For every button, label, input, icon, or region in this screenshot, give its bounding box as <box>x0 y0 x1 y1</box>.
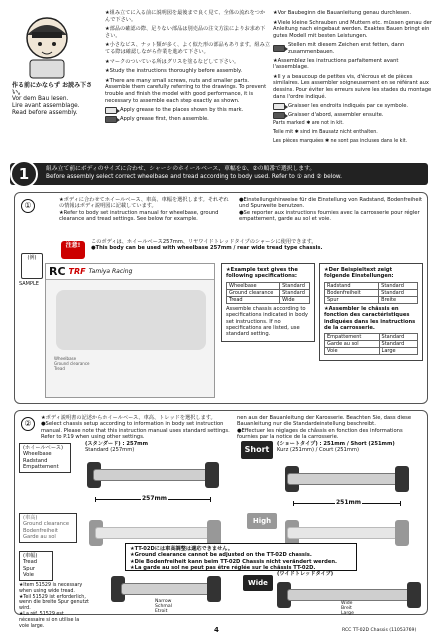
example-head-fr: ★Assembler le châssis en fonction des caractéristiques indiquées dans les instructions de la carrosserie. <box>324 305 416 332</box>
sample-body-sheet <box>45 263 215 398</box>
short-wheelbase-label <box>277 441 423 454</box>
table-row: Tread Wide <box>227 296 310 303</box>
sample-label: SAMPLE <box>19 281 39 287</box>
grease-icon <box>105 107 117 114</box>
section-1-marker: ① <box>21 199 35 213</box>
step1-en: Before assembly select correct wheelbase and tread according to body used. Refer to ① and ② below. <box>46 174 342 180</box>
fr-grease-first-row <box>273 112 433 119</box>
de-grease-row <box>273 42 433 55</box>
short-chassis-drawing <box>277 463 417 495</box>
sec1-fr: ●Se reporter aux instructions fournies avec la carrosserie pour régler empattement, garde au sol et voie. <box>239 209 420 223</box>
dimension-251: 251mm <box>336 499 362 506</box>
wheelbase-tag: (ホイールベース) Wheelbase Radstand Empattement <box>19 443 71 473</box>
intro-en-1: ★Study the instructions thoroughly before assembly. <box>105 68 243 75</box>
standard-wb-en: Standard (257mm) <box>85 447 135 454</box>
sheet-line: Tread <box>54 366 65 372</box>
intro-jp-2: ★部品の確認の際、足りない部品は別売品の注文方法によりお求め下さい。 <box>105 26 266 39</box>
mascot-caption <box>12 82 102 117</box>
table-row: Wheelbase Standard <box>227 282 310 289</box>
wheelbase-note <box>91 239 421 252</box>
section-2-marker: ② <box>21 417 35 431</box>
mascot-caption-en: Read before assembly. <box>12 110 78 116</box>
example-callout-de-fr <box>319 263 423 361</box>
mascot-caption-de: Vor dem Bau lesen. <box>12 96 69 102</box>
de-grease-icon <box>273 45 285 52</box>
mascot-illustration <box>12 10 82 80</box>
fr-grease-first-icon <box>273 112 285 119</box>
warning-fr: ★La garde au sol ne peut pas être réglée sur le châssis TT-02D. <box>130 565 316 572</box>
sample-jp: (例) <box>27 255 37 261</box>
sheet-trf: TRF <box>68 267 86 276</box>
chassis-body <box>93 469 213 481</box>
chassis-body <box>121 583 211 595</box>
model-name: RCC TT-02D Chassis (11053769) <box>342 628 417 633</box>
warning-jp: ★TT-02Dには車高調整は適応できません。 <box>130 546 233 552</box>
step1-banner <box>10 163 428 185</box>
chassis-body <box>95 527 215 539</box>
parts-marked-en: Parts marked ✱ are not in kit. <box>273 121 344 127</box>
table-row: Empattement Standard <box>325 334 418 341</box>
chassis-body <box>287 589 411 601</box>
example-tail: Assemble chassis according to specifications indicated in body set instructions. If no specifications are listed, use standard setting. <box>226 305 308 338</box>
example-spec-table-fr <box>324 333 418 355</box>
sheet-name: Tamiya Racing <box>88 268 133 275</box>
sec2-de: nen aus der Bauanleitung der Karosserie. Beachten Sie, dass diese Bauanleitung nur die Standardeinstellung beschreibt. <box>237 415 412 428</box>
intro-section <box>10 10 430 160</box>
tread-tag: (車幅) Tread Spur Voie <box>19 551 53 581</box>
example-head-en: ★Example text gives the following specifications: <box>226 267 298 280</box>
sec2-left-text <box>41 415 231 441</box>
wide-tread-note: ★Item 51529 is necessary when using wide tread. ★Teil 51529 ist erforderlich, wenn die breite Spur genutzt wird. ★La réf. 51529 est nécessaire si on utilise la voie large. <box>19 583 89 629</box>
parts-marked-fr: Les pièces marquées ✱ ne sont pas incluses dans le kit. <box>273 139 408 145</box>
fr-grease-row <box>273 103 433 110</box>
warning-en: ★Ground clearance cannot be adjusted on the TT-02D chassis. <box>130 552 312 559</box>
sec1-jp: ★ボディに合わせてホイールベース、車高、車幅を選択します。それぞれの情報はボディ説明図に記載しています。 <box>59 197 229 210</box>
wide-label: (ワイドトレッドタイプ) <box>277 571 334 577</box>
narrow-label: Narrow Schmal Etroit <box>155 599 172 615</box>
intro-jp-3: ★小さなビス、ナット類が多く、よく似た形の部品もあります。組み立てる際は確認しながら作業を進めて下さい。 <box>105 42 270 55</box>
dimension-257: 257mm <box>142 495 168 502</box>
warning-de: ★Die Bodenfreiheit kann beim TT-02D Chassis nicht verändert werden. <box>130 558 338 565</box>
page-number: 4 <box>214 626 219 634</box>
wide-badge: Wide <box>243 575 273 591</box>
section-body-settings <box>14 192 428 404</box>
table-row: Bodenfreiheit Standard <box>325 289 418 296</box>
standard-chassis-drawing <box>83 459 223 491</box>
intro-column-right <box>273 10 433 148</box>
parts-marked-de: Teile mit ✱ sind im Bausatz nicht enthalten. <box>273 130 378 136</box>
standard-wb-jp: (スタンダード) : 257mm <box>85 441 148 447</box>
wheel <box>205 462 219 488</box>
step1-jp: 組み立て前にボディのサイズに合わせ、シャーシのホイールベース、車幅を①、②の順番で選択します。 <box>46 166 316 172</box>
example-spec-table-de <box>324 282 418 304</box>
table-row: Radstand Standard <box>325 282 418 289</box>
sec1-right-text <box>239 197 423 223</box>
sec2-fr: ●Effectuer les réglages de châssis en fonction des informations fournies par la notice de la carrosserie. <box>237 427 403 441</box>
wheelbase-note-en: ●This body can be used with wheelbase 257mm / rear wide tread type chassis. <box>91 245 323 252</box>
grease-first-icon <box>105 116 117 123</box>
clearance-tag: (車高) Ground clearance Bodenfreiheit Garde au sol <box>19 513 77 543</box>
intro-fr-2: ★Il y a beaucoup de petites vis, d'écrous et de pièces similaires. Les assembler soigneusement en se référant aux dessins. Pour éviter les erreurs suivre les stades du montage dans l'ordre indiqué. <box>273 73 432 100</box>
wheel <box>207 576 221 602</box>
wheel <box>395 520 409 546</box>
table-row: Ground clearance Standard <box>227 289 310 296</box>
section-chassis-setup <box>14 410 428 629</box>
sheet-line: Wheelbase <box>54 356 77 361</box>
sheet-header <box>46 264 214 280</box>
fr-grease-icon <box>273 103 285 110</box>
sheet-line: Ground clearance <box>54 361 90 367</box>
intro-de-1: ★Vor Baubeginn die Bauanleitung genau durchlesen. <box>273 10 412 16</box>
step-number: 1 <box>10 160 38 188</box>
table-row: Spur Breite <box>325 296 418 303</box>
wheel <box>395 466 409 492</box>
wide-trans: Wide Breit Large <box>341 601 354 617</box>
sec2-right-text <box>237 415 423 441</box>
standard-wheelbase-label <box>85 441 215 454</box>
chassis-body <box>287 473 407 485</box>
step1-text <box>46 165 422 181</box>
example-head-de: ★Der Beispieltext zeigt folgende Einstellungen: <box>324 267 394 280</box>
table-row: Garde au sol Standard <box>325 341 418 348</box>
grease-note: Apply grease to the places shown by this mark. <box>120 107 244 114</box>
sec1-left-text <box>59 197 229 223</box>
wheel <box>407 582 421 608</box>
example-spec-table <box>226 282 310 304</box>
short-wb-de: Kurz (251mm) / Court (251mm) <box>277 447 359 454</box>
intro-fr-1: ★Assemblez les instructions parfaitement avant l'assemblage. <box>273 57 399 71</box>
table-row: Voie Large <box>325 348 418 355</box>
intro-fr-3: Graisser les endroits indiqués par ce symbole. <box>288 103 409 110</box>
sheet-rc: RC <box>49 265 66 278</box>
intro-de-2: ★Viele kleine Schrauben und Muttern etc. müssen genau der Anleitung nach eingebaut werden. Exaktes Bauen bringt ein gutes Modell mit besten Leistungen. <box>273 19 432 39</box>
grease-note-row <box>105 107 270 114</box>
sample-car-photo <box>56 290 206 350</box>
wheelbase-note-jp: このボディは、ホイールベース257mm、リヤワイドトレッドタイプのシャーシに使用できます。 <box>91 239 317 245</box>
clearance-warning <box>125 543 357 571</box>
intro-jp-1: ★組み立てに入る前に説明図を最後まで良く見て、全体の流れをつかんで下さい。 <box>105 10 266 23</box>
short-wb-text: (ショートタイプ) : 251mm / Short (251mm) <box>277 441 395 447</box>
grease-first-note-row <box>105 116 270 123</box>
intro-fr-4: Graisser d'abord, assembler ensuite. <box>288 112 384 119</box>
high-badge: High <box>247 513 277 529</box>
sample-marker <box>21 253 43 279</box>
intro-column-left <box>105 10 270 125</box>
intro-jp-4: ★マークのついている所はグリスを塗るなどして下さい。 <box>105 58 240 65</box>
mascot-caption-jp: 作る前にかならず お読み下さい。 <box>12 82 93 96</box>
chassis-body <box>287 527 407 539</box>
intro-en-2: ★There are many small screws, nuts and smaller parts. Assemble them carefully referring to the drawings. To prevent trouble and finish the model with good performance, it is necessary to assemble each step exactly as shown. <box>105 77 267 104</box>
mascot-caption-fr: Lire avant assemblage. <box>12 103 80 109</box>
sheet-spec-lines <box>54 356 206 372</box>
short-badge: Short <box>241 441 273 459</box>
intro-de-3: Stellen mit diesem Zeichen erst fetten, dann zusammenbauen. <box>288 42 405 55</box>
sec1-en: ★Refer to body set instruction manual for wheelbase, ground clearance and tread settings. See below for example. <box>59 209 219 223</box>
sec2-jp: ★ボディ説明書の記述からホイールベース、車高、トレッドを選択します。 <box>41 415 216 421</box>
sec1-de: ●Einstellungshinweise für die Einstellung von Radstand, Bodenfreiheit und Spurweite benutzen. <box>239 197 423 210</box>
grease-first-note: Apply grease first, then assemble. <box>120 116 209 123</box>
example-callout-en <box>221 263 315 342</box>
sec2-en: ●Select chassis setup according to information in body set instruction manual. Please note that this instruction manual uses standard settings. Refer to P.19 when using other settings. <box>41 421 230 441</box>
attention-badge: 注意! <box>61 241 85 259</box>
